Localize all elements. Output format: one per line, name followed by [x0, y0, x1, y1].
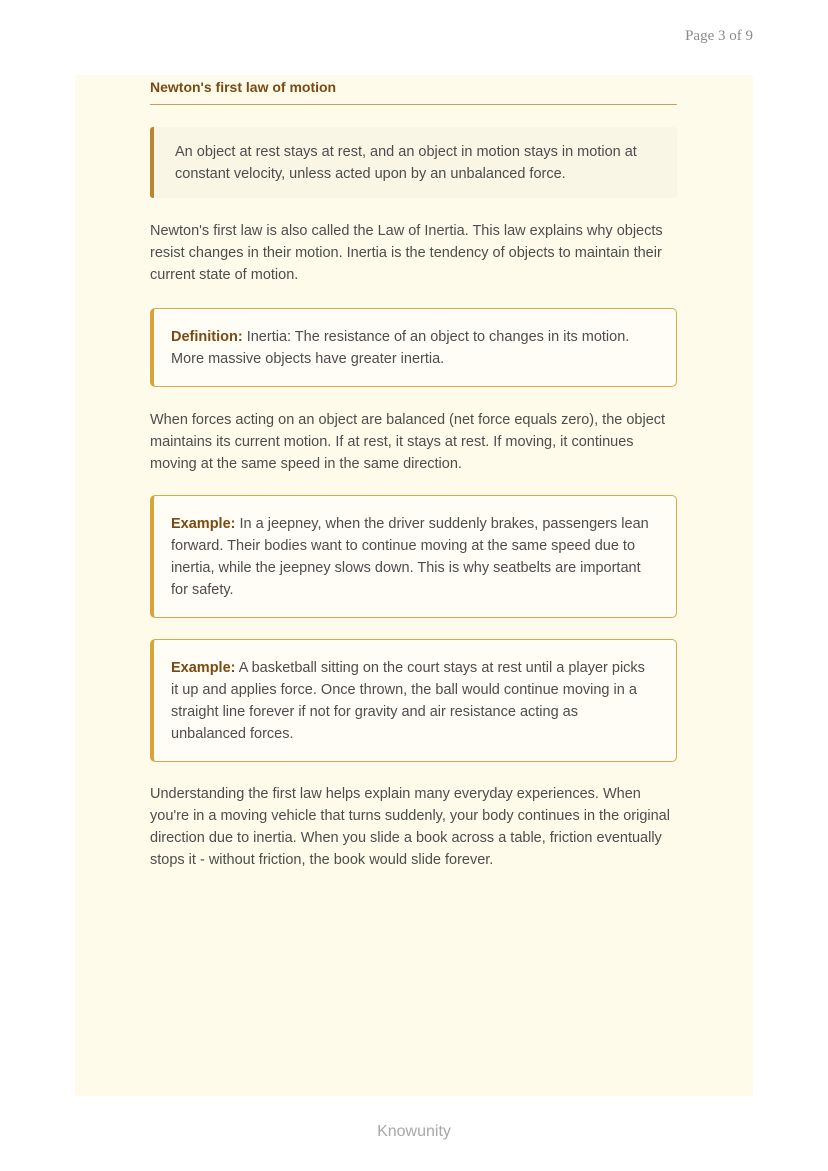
- definition-label: Definition:: [171, 329, 243, 345]
- example-box: [150, 495, 677, 618]
- example-text: In a jeepney, when the driver suddenly brakes, passengers lean forward. Their bodies want to continue moving at the same speed due to inertia, while the jeepney slows down. This is why seatbelts are important for safety.: [171, 516, 649, 598]
- example-label: Example:: [171, 660, 236, 676]
- law-quote: An object at rest stays at rest, and an object in motion stays in motion at constant velocity, unless acted upon by an unbalanced force.: [150, 127, 677, 198]
- document-page: [75, 75, 753, 1096]
- definition-text: Inertia: The resistance of an object to changes in its motion. More massive objects have greater inertia.: [171, 329, 630, 367]
- definition-box: [150, 308, 677, 387]
- document-content: [150, 75, 677, 871]
- page-indicator: Page 3 of 9: [685, 28, 753, 44]
- example-box: [150, 639, 677, 762]
- paragraph: Understanding the first law helps explain many everyday experiences. When you're in a moving vehicle that turns suddenly, your body continues in the original direction due to inertia. When you slide a book across a table, friction eventually stops it - without friction, the book would slide forever.: [150, 786, 670, 868]
- section-title: Newton's first law of motion: [150, 75, 677, 105]
- example-label: Example:: [171, 516, 236, 532]
- paragraph: Newton's first law is also called the Law of Inertia. This law explains why objects resist changes in their motion. Inertia is the tendency of objects to maintain their current state of motion.: [150, 223, 663, 283]
- footer-brand: Knowunity: [377, 1123, 451, 1140]
- example-text: A basketball sitting on the court stays at rest until a player picks it up and applies force. Once thrown, the ball would continue moving in a straight line forever if not for gravity and air resistance acting as unbalanced forces.: [171, 660, 645, 742]
- paragraph: When forces acting on an object are balanced (net force equals zero), the object maintains its current motion. If at rest, it stays at rest. If moving, it continues moving at the same speed in the same direction.: [150, 412, 666, 472]
